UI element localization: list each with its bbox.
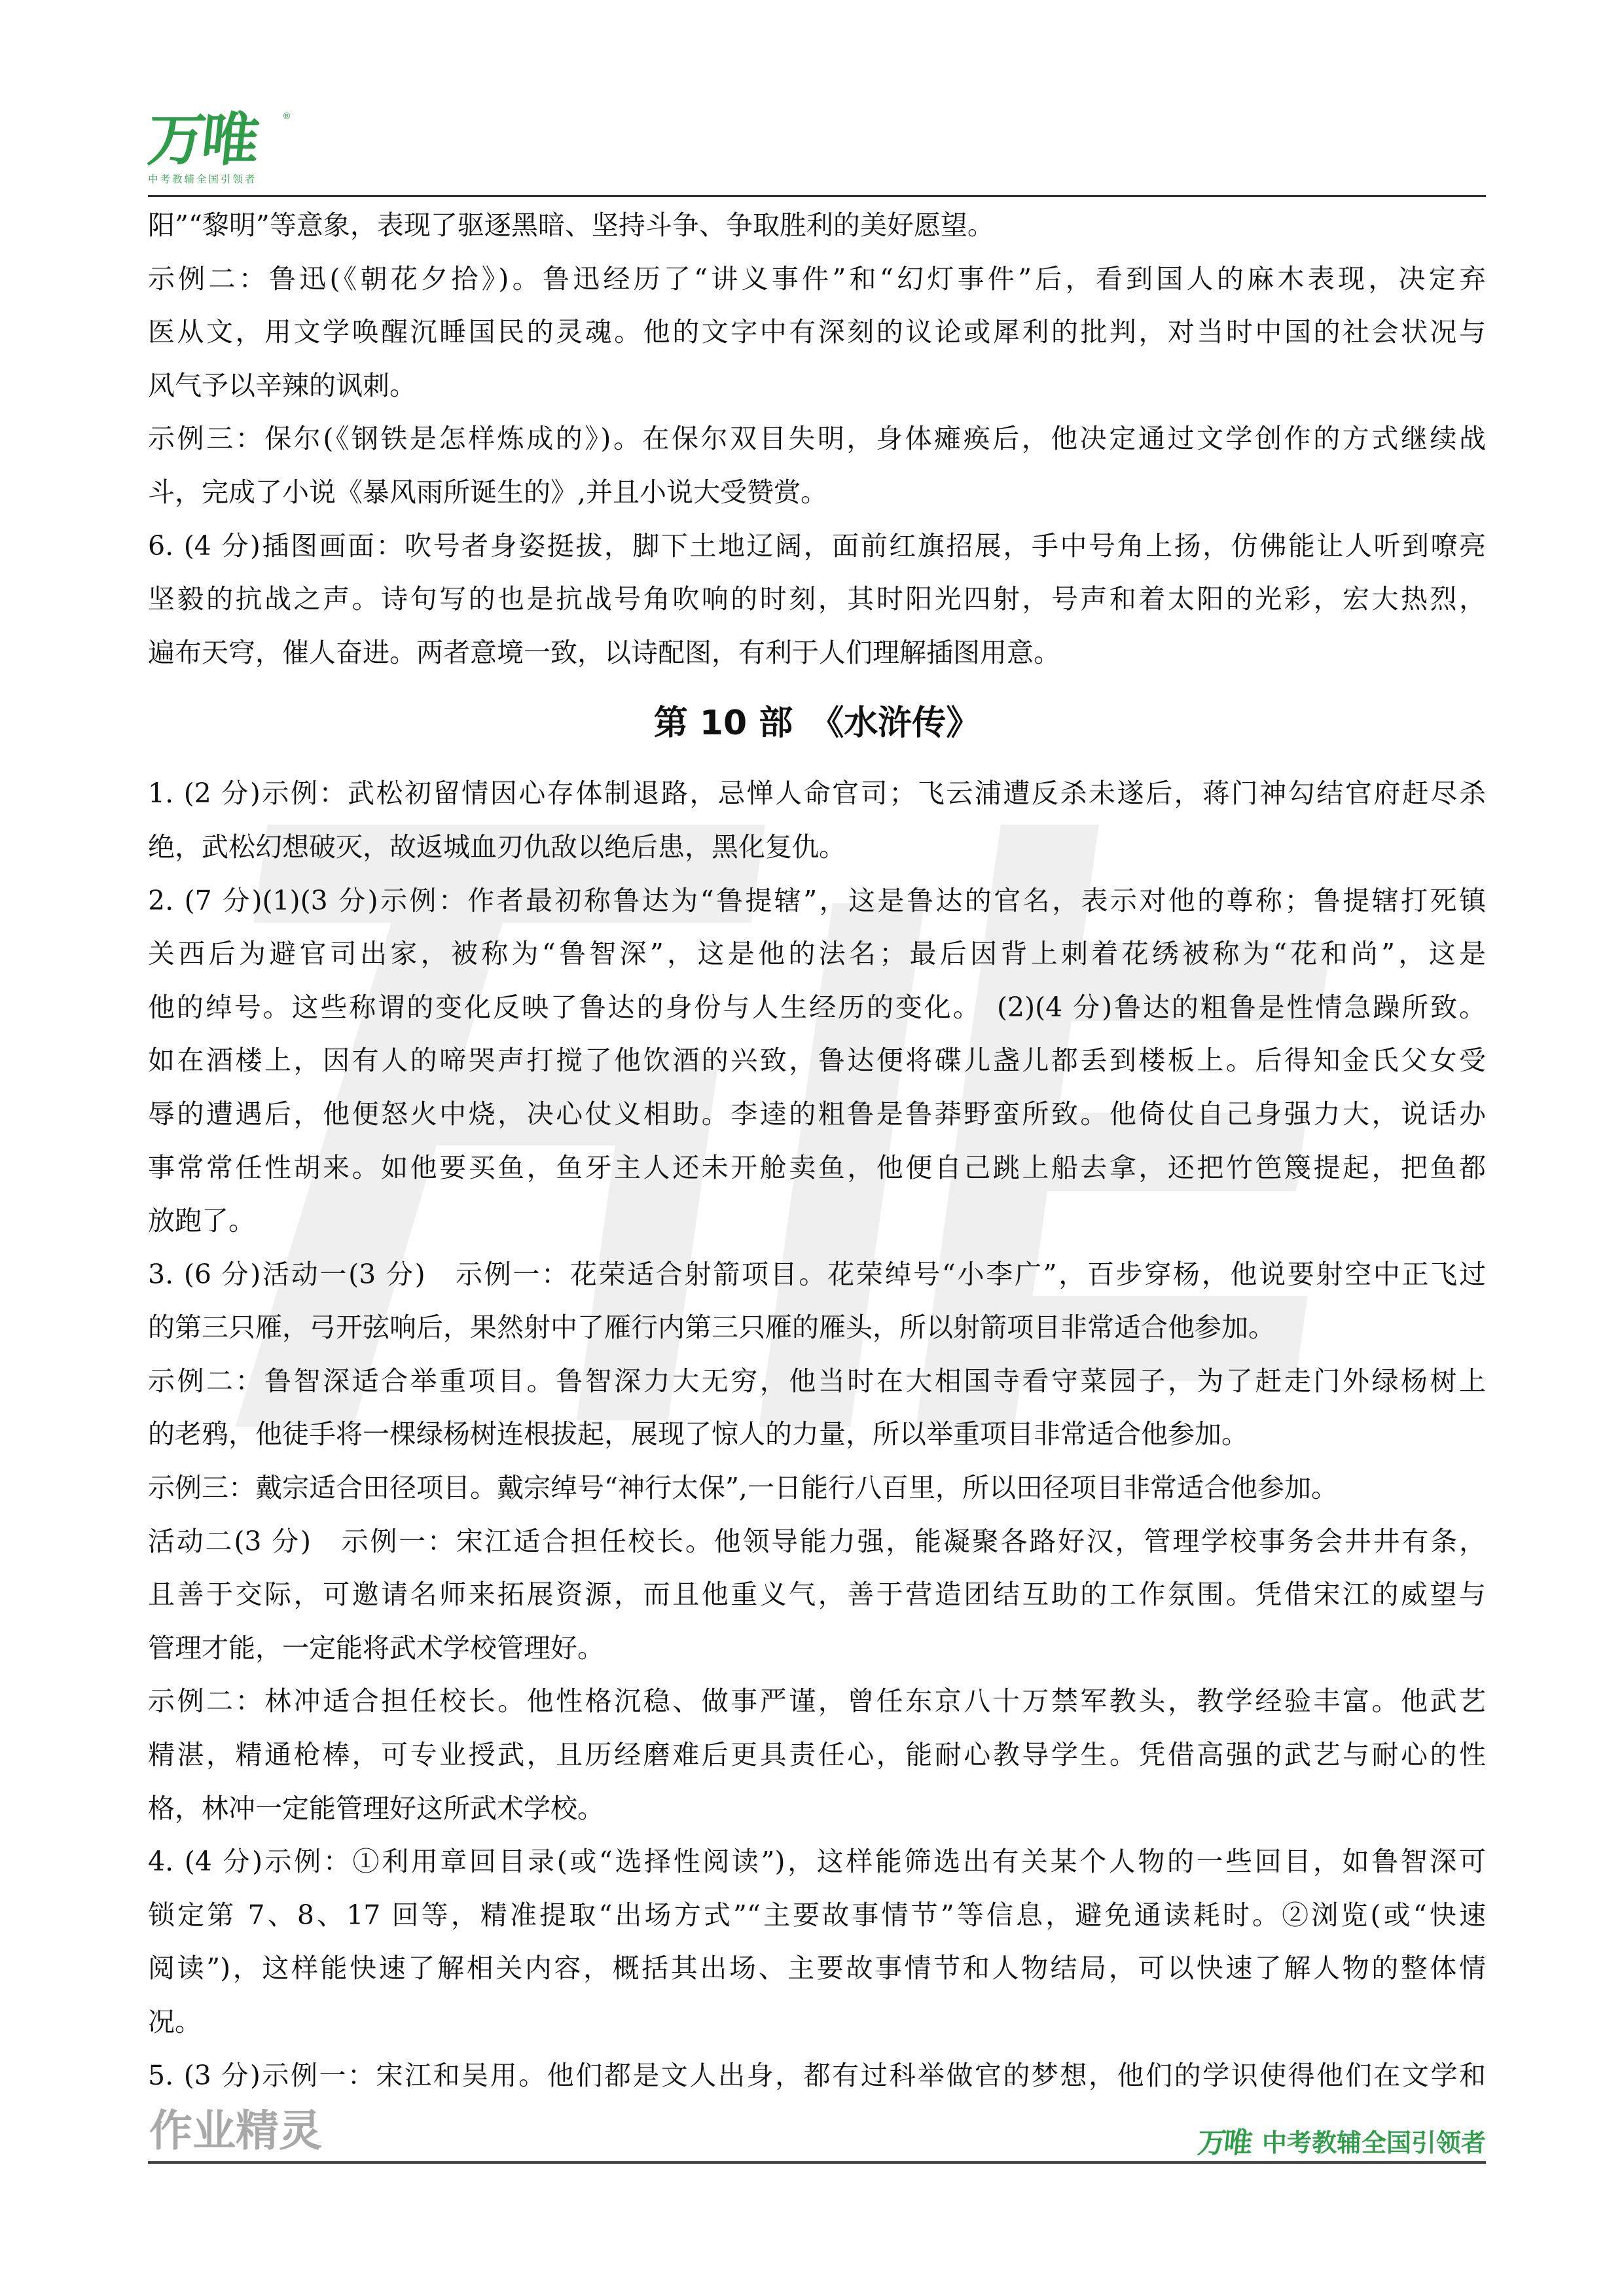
- text-line: 的老鸦，他徒手将一棵绿杨树连根拔起，展现了惊人的力量，所以举重项目非常适合他参加。: [148, 1418, 1248, 1450]
- text-line: 5. (3 分)示例一：宋江和吴用。他们都是文人出身，都有过科举做官的梦想，他们的学识使得他们在文学和: [148, 2059, 1486, 2091]
- text-line: 精湛，精通枪棒，可专业授武，且历经磨难后更具责任心，能耐心教导学生。凭借高强的武艺与耐心的性: [148, 1739, 1486, 1771]
- stamp-watermark: 作业精灵: [149, 2106, 322, 2156]
- text-line: 放跑了。: [148, 1205, 255, 1237]
- header-logo: [144, 106, 291, 186]
- logo-wordmark: 万唯: [144, 106, 259, 173]
- text-line: 3. (6 分)活动一(3 分) 示例一：花荣适合射箭项目。花荣绰号“小李广”，百步穿杨，他说要射空中正飞过: [148, 1258, 1486, 1290]
- text-line: 示例二：鲁智深适合举重项目。鲁智深力大无穷，他当时在大相国寺看守菜园子，为了赶走门外绿杨树上: [148, 1365, 1486, 1397]
- logo-subtitle: 中考教辅全国引领者: [148, 173, 257, 185]
- text-line: 辱的遭遇后，他便怒火中烧，决心仗义相助。李逵的粗鲁是鲁莽野蛮所致。他倚仗自己身强力大，说话办: [148, 1098, 1486, 1130]
- text-line: 遍布天穹，催人奋进。两者意境一致，以诗配图，有利于人们理解插图用意。: [148, 636, 1060, 668]
- text-line: 医从文，用文学唤醒沉睡国民的灵魂。他的文字中有深刻的议论或犀利的批判，对当时中国的社会状况与: [148, 316, 1486, 348]
- footer-slogan: 中考教辅全国引领者: [1261, 2128, 1486, 2157]
- header-divider: [148, 195, 1486, 197]
- text-line: 绝，武松幻想破灭，故返城血刃仇敌以绝后患，黑化复仇。: [148, 831, 846, 863]
- text-line: 6. (4 分)插图画面：吹号者身姿挺拔，脚下土地辽阔，面前红旗招展，手中号角上扬，仿佛能让人听到嘹亮: [148, 529, 1486, 562]
- text-line: 斗，完成了小说《暴风雨所诞生的》,并且小说大受赞赏。: [148, 476, 828, 508]
- page-content: [148, 199, 1486, 2102]
- text-line: 如在酒楼上，因有人的啼哭声打搅了他饮酒的兴致，鲁达便将碟儿盏儿都丢到楼板上。后得知金氏父女受: [148, 1045, 1486, 1077]
- text-line: 1. (2 分)示例：武松初留情因心存体制退路，忌惮人命官司；飞云浦遭反杀未遂后，蒋门神勾结官府赶尽杀: [148, 778, 1486, 810]
- text-line: 示例三：戴宗适合田径项目。戴宗绰号“神行太保”,一日能行八百里，所以田径项目非常适合他参加。: [148, 1472, 1338, 1504]
- section-title: 第 10 部 《水浒传》: [653, 704, 981, 744]
- text-line: 4. (4 分)示例：①利用章回目录(或“选择性阅读”)，这样能筛选出有关某个人物的一些回目，如鲁智深可: [148, 1846, 1486, 1878]
- text-line: 管理才能，一定能将武术学校管理好。: [148, 1632, 604, 1664]
- text-line: 他的绰号。这些称谓的变化反映了鲁达的身份与人生经历的变化。 (2)(4 分)鲁达的粗鲁是性情急躁所致。: [148, 991, 1486, 1023]
- text-line: 锁定第 7、8、17 回等，精准提取“出场方式”“主要故事情节”等信息，避免通读耗时。②浏览(或“快速: [148, 1899, 1486, 1931]
- text-line: 且善于交际，可邀请名师来拓展资源，而且他重义气，善于营造团结互助的工作氛围。凭借宋江的威望与: [148, 1579, 1486, 1611]
- text-line: 坚毅的抗战之声。诗句写的也是抗战号角吹响的时刻，其时阳光四射，号声和着太阳的光彩，宏大热烈，: [148, 583, 1486, 615]
- text-line: 阅读”)，这样能快速了解相关内容，概括其出场、主要故事情节和人物结局，可以快速了解人物的整体情: [148, 1952, 1486, 1984]
- registered-mark-icon: ®: [282, 111, 291, 122]
- text-line: 事常常任性胡来。如他要买鱼，鱼牙主人还未开舱卖鱼，他便自己跳上船去拿，还把竹笆篾提起，把鱼都: [148, 1151, 1486, 1183]
- text-line: 格，林冲一定能管理好这所武术学校。: [148, 1792, 604, 1824]
- text-line: 2. (7 分)(1)(3 分)示例：作者最初称鲁达为“鲁提辖”，这是鲁达的官名，表示对他的尊称；鲁提辖打死镇: [148, 884, 1486, 916]
- text-line: 的第三只雁，弓开弦响后，果然射中了雁行内第三只雁的雁头，所以射箭项目非常适合他参加。: [148, 1312, 1275, 1344]
- text-line: 示例二：林冲适合担任校长。他性格沉稳、做事严谨，曾任东京八十万禁军教头，教学经验丰富。他武艺: [148, 1685, 1486, 1717]
- text-line: 示例二：鲁迅(《朝花夕拾》)。鲁迅经历了“讲义事件”和“幻灯事件”后，看到国人的麻木表现，决定弃: [148, 262, 1486, 295]
- text-line: 活动二(3 分) 示例一：宋江适合担任校长。他领导能力强，能凝聚各路好汉，管理学校事务会井井有条，: [148, 1525, 1486, 1557]
- text-line: 示例三：保尔(《钢铁是怎样炼成的》)。在保尔双目失明，身体瘫痪后，他决定通过文学创作的方式继续战: [148, 423, 1486, 455]
- section-shuihuzhuan-answers: [148, 767, 1486, 2102]
- text-line: 关西后为避官司出家，被称为“鲁智深”，这是他的法名；最后因背上刺着花绣被称为“花和尚”，这是: [148, 938, 1486, 970]
- footer-divider: [148, 2161, 1486, 2164]
- section-continued-answers: [148, 199, 1486, 679]
- footer-logo-wordmark: 万唯: [1195, 2126, 1252, 2160]
- text-line: 阳”“黎明”等意象，表现了驱逐黑暗、坚持斗争、争取胜利的美好愿望。: [148, 209, 994, 241]
- text-line: 风气予以辛辣的讽刺。: [148, 369, 416, 401]
- footer-logo: [1195, 2119, 1486, 2161]
- text-line: 况。: [148, 2006, 202, 2037]
